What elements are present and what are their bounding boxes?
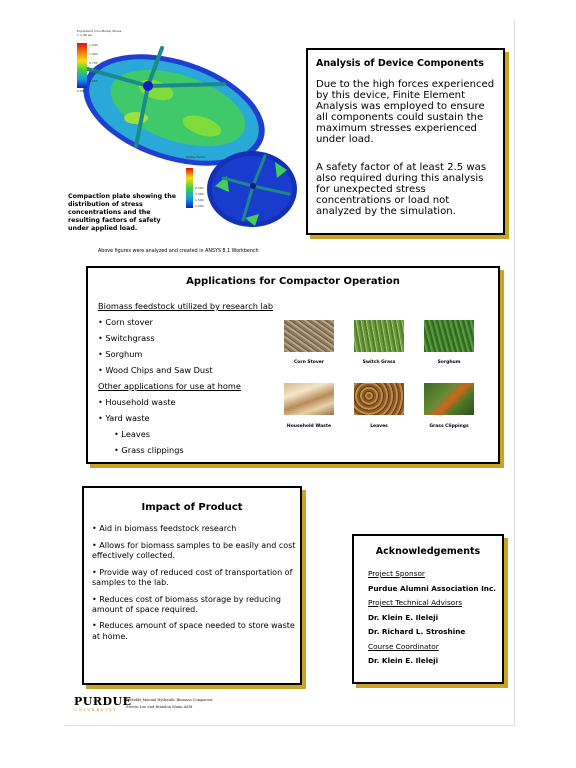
analysis-paragraph-2: A safety factor of at least 2.5 was also required during this analysis for unexpected stress concentrations or load not analyzed by the simulation. — [316, 162, 487, 217]
sponsor-label: Project Sponsor — [368, 569, 425, 578]
stress-legend-value: 0.750 — [89, 61, 98, 65]
list-item: • Switchgrass — [98, 333, 155, 343]
impact-title: Impact of Product — [141, 502, 243, 513]
coordinator-label: Course Coordinator — [368, 641, 439, 651]
analysis-paragraph-1: Due to the high forces experienced by this device, Finite Element Analysis was employed to ensure all components could sustain the maximum stresses experienced under load. — [316, 79, 495, 145]
fea-note: Above figures were analyzed and created in ANSYS 8.1 Workbench — [98, 249, 259, 254]
advisor-name: Dr. Richard L. Stroshine — [368, 627, 466, 636]
sorghum-image — [424, 320, 474, 352]
list-item: • Reduces amount of space needed to store waste at home. — [92, 621, 295, 641]
acknowledgements-box — [352, 534, 504, 684]
corn-stover-image — [284, 320, 334, 352]
safety-factor-color-legend — [186, 168, 193, 208]
leaves-image — [354, 383, 404, 415]
applications-heading-research: Biomass feedstock utilized by research lab — [98, 301, 274, 311]
safety-legend-value: 2.500 — [195, 186, 204, 190]
list-item: • Sorghum — [98, 349, 143, 359]
safety-legend-value: 1.500 — [195, 198, 204, 202]
acknowledgements-title: Acknowledgements — [375, 546, 481, 557]
list-item: • Aid in biomass feedstock research — [92, 524, 237, 533]
impact-list — [92, 524, 297, 648]
analysis-title: Analysis of Device Components — [316, 58, 484, 69]
safety-legend-title: Safety Factor — [186, 155, 206, 159]
advisor-name: Dr. Klein E. Ileleji — [368, 612, 439, 622]
acknowledgements-lines — [368, 567, 496, 669]
stress-legend-unit: Y. 1.46 psi — [77, 33, 93, 37]
switch-grass-image — [354, 320, 404, 352]
list-item: • Corn stover — [98, 317, 153, 327]
household-waste-image — [284, 383, 334, 415]
stress-color-legend — [77, 43, 87, 88]
image-label: Grass Clippings — [429, 424, 469, 429]
applications-list — [98, 298, 288, 458]
image-label: Switch Grass — [362, 360, 396, 365]
list-item: • Yard waste — [98, 413, 150, 423]
image-label: Household Waste — [286, 424, 332, 429]
image-label: Corn Stover — [293, 360, 325, 365]
stress-legend-value: 1.000 — [89, 52, 98, 56]
list-item: • Allows for biomass samples to be easily and cost effectively collected. — [92, 540, 296, 560]
list-item: • Provide way of reduced cost of transportation of samples to the lab. — [92, 567, 293, 587]
coordinator-name: Dr. Klein E. Ileleji — [368, 656, 439, 665]
list-item: • Reduces cost of biomass storage by reducing amount of space required. — [92, 594, 281, 614]
analysis-box — [306, 48, 505, 235]
applications-heading-home: Other applications for use at home — [98, 381, 241, 391]
list-item: • Wood Chips and Saw Dust — [98, 365, 213, 375]
purdue-logo: PURDUE — [74, 695, 132, 708]
footer-authors: Steven Lee and Brandon Mann ASM — [126, 705, 193, 709]
stress-legend-title: Equivalent (von-Mises) Stress — [77, 29, 122, 33]
stress-legend-value: 0.500 — [89, 70, 98, 74]
stress-legend-value: 0.250 — [89, 79, 98, 83]
applications-title: Applications for Compactor Operation — [186, 276, 400, 287]
sponsor-name: Purdue Alumni Association Inc. — [368, 583, 497, 593]
fea-caption: Compaction plate showing the distribution of stress concentrations and the resulting factors of safety under applied load. — [68, 193, 177, 232]
grass-clippings-image — [424, 383, 474, 415]
list-item: • Household waste — [98, 397, 176, 407]
safety-legend-value: 1.000 — [195, 204, 204, 208]
footer-title: Portable Manual Hydraulic Biomass Compactor — [126, 698, 213, 702]
purdue-logo-subtitle: UNIVERSITY — [74, 708, 118, 712]
fea-safety-factor-plot — [205, 148, 300, 230]
stress-legend-value: 0.000 — [77, 89, 86, 93]
applications-box — [86, 266, 500, 464]
stress-legend-value: 1.200 — [89, 43, 98, 47]
list-subitem: • Leaves — [114, 429, 151, 439]
safety-legend-value: 2.000 — [195, 192, 204, 196]
impact-box — [82, 486, 302, 685]
image-label: Sorghum — [437, 360, 461, 365]
image-label: Leaves — [370, 424, 388, 429]
list-subitem: • Grass clippings — [114, 445, 184, 455]
advisors-label: Project Technical Advisors — [368, 598, 463, 607]
